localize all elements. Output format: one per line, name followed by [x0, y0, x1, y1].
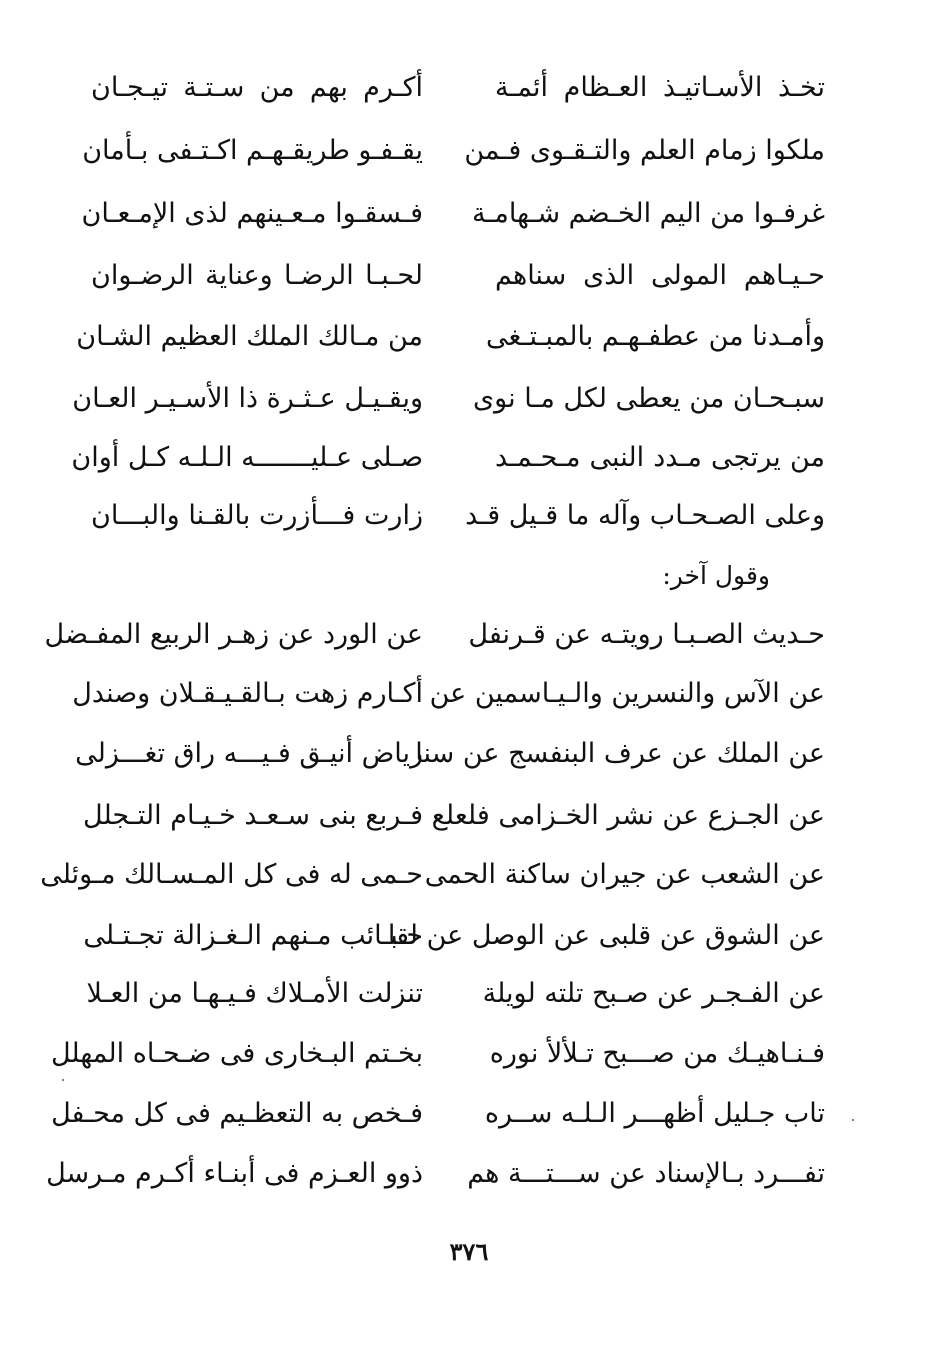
verse-left-hemistich: من مـالك الملك العظيم الشـان — [76, 321, 423, 352]
verse-left-hemistich: أكـارم زهت بـالقـيـقـلان وصندل — [72, 678, 423, 709]
verse-left-hemistich: لحـبـا الرضـا وعناية الرضـوان — [91, 260, 423, 291]
verse-left-hemistich: بخـتم البـخارى فى ضـحـاه المهلل — [50, 1038, 423, 1069]
verse-right-hemistich: عن الفـجـر عن صـبح تلته لويلة — [482, 978, 825, 1009]
verse-right-hemistich: غرفـوا من اليم الخـضم شـهامـة — [472, 198, 825, 229]
verse-right-hemistich: وأمـدنا من عطفـهـم بالمبـتـغى — [486, 321, 825, 352]
scan-speck — [62, 1079, 64, 1081]
verse-right-hemistich: عن الشوق عن قلبى عن الوصل عن لقا — [387, 920, 825, 951]
verse-right-hemistich: ملكوا زمام العلم والتـقـوى فـمن — [464, 135, 825, 166]
verse-right-hemistich: عن الجـزع عن نشر الخـزامى فلعلع — [431, 800, 825, 831]
verse-left-hemistich: فـربع بنى سـعـد خـيـام التـجلل — [83, 800, 423, 831]
verse-right-hemistich: عن الملك عن عرف البنفسج عن سنا — [415, 738, 825, 769]
verse-left-hemistich: حـمى له فى كل المـسـالك مـوئلى — [40, 859, 423, 890]
page-number: ٣٧٦ — [449, 1237, 489, 1266]
verse-left-hemistich: فـسقـوا مـعـينهم لذى الإمـعـان — [81, 198, 423, 229]
scan-speck — [852, 1119, 854, 1121]
verse-left-hemistich: أكـرم بهم من سـتـة تيـجـان — [91, 72, 423, 103]
verse-left-hemistich: ذوو العـزم فى أبنـاء أكـرم مـرسل — [46, 1158, 423, 1189]
verse-left-hemistich: رياض أنيـق فـيـــه راق تغـــزلى — [75, 738, 423, 769]
verse-right-hemistich: حـيـاهم المولى الذى سناهم — [495, 260, 825, 291]
verse-left-hemistich: يقـفـو طريقـهـم اكـتـفى بـأمان — [82, 135, 423, 166]
verse-right-hemistich: تاب جـليل أظهـــر الـلـه ســره — [484, 1098, 825, 1129]
verse-right-hemistich: فـنـاهيـك من صـــبح تـلألأ نوره — [489, 1038, 825, 1069]
verse-left-hemistich: حـبـائب مـنهم الـغـزالة تجـتـلى — [83, 920, 423, 951]
verse-right-hemistich: من يرتجى مـدد النبى مـحـمـد — [495, 442, 825, 473]
verse-left-hemistich: عن الورد عن زهـر الربيع المفـضل — [44, 619, 423, 650]
verse-left-hemistich: فـخص به التعظـيم فى كل محـفل — [51, 1098, 423, 1129]
verse-right-hemistich: عن الآس والنسرين والـيـاسمين عن — [429, 678, 825, 709]
verse-left-hemistich: ويقـيـل عـثـرة ذا الأسـيـر العـان — [72, 383, 423, 414]
verse-right-hemistich: وعلى الصـحـاب وآله ما قـيل قـد — [465, 500, 825, 531]
verse-right-hemistich: عن الشعب عن جيران ساكنة الحمى — [424, 859, 825, 890]
verse-left-hemistich: تنزلت الأمـلاك فـيـهـا من العـلا — [86, 978, 423, 1009]
verse-right-hemistich: تفـــرد بـالإسناد عن ســـتـــة هم — [467, 1158, 825, 1189]
verse-left-hemistich: صـلى عـليـــــــه الـلـه كـل أوان — [71, 442, 423, 473]
verse-left-hemistich: زارت فـــأزرت بالقـنا والبـــان — [91, 500, 423, 531]
section-label: وقول آخر: — [662, 561, 770, 590]
verse-right-hemistich: سبـحـان من يعطى لكل مـا نوى — [473, 383, 825, 414]
verse-right-hemistich: حـديث الصـبـا رويتـه عن قـرنفل — [468, 619, 825, 650]
verse-right-hemistich: تخـذ الأسـاتيـذ العـظام أئمـة — [495, 72, 825, 103]
